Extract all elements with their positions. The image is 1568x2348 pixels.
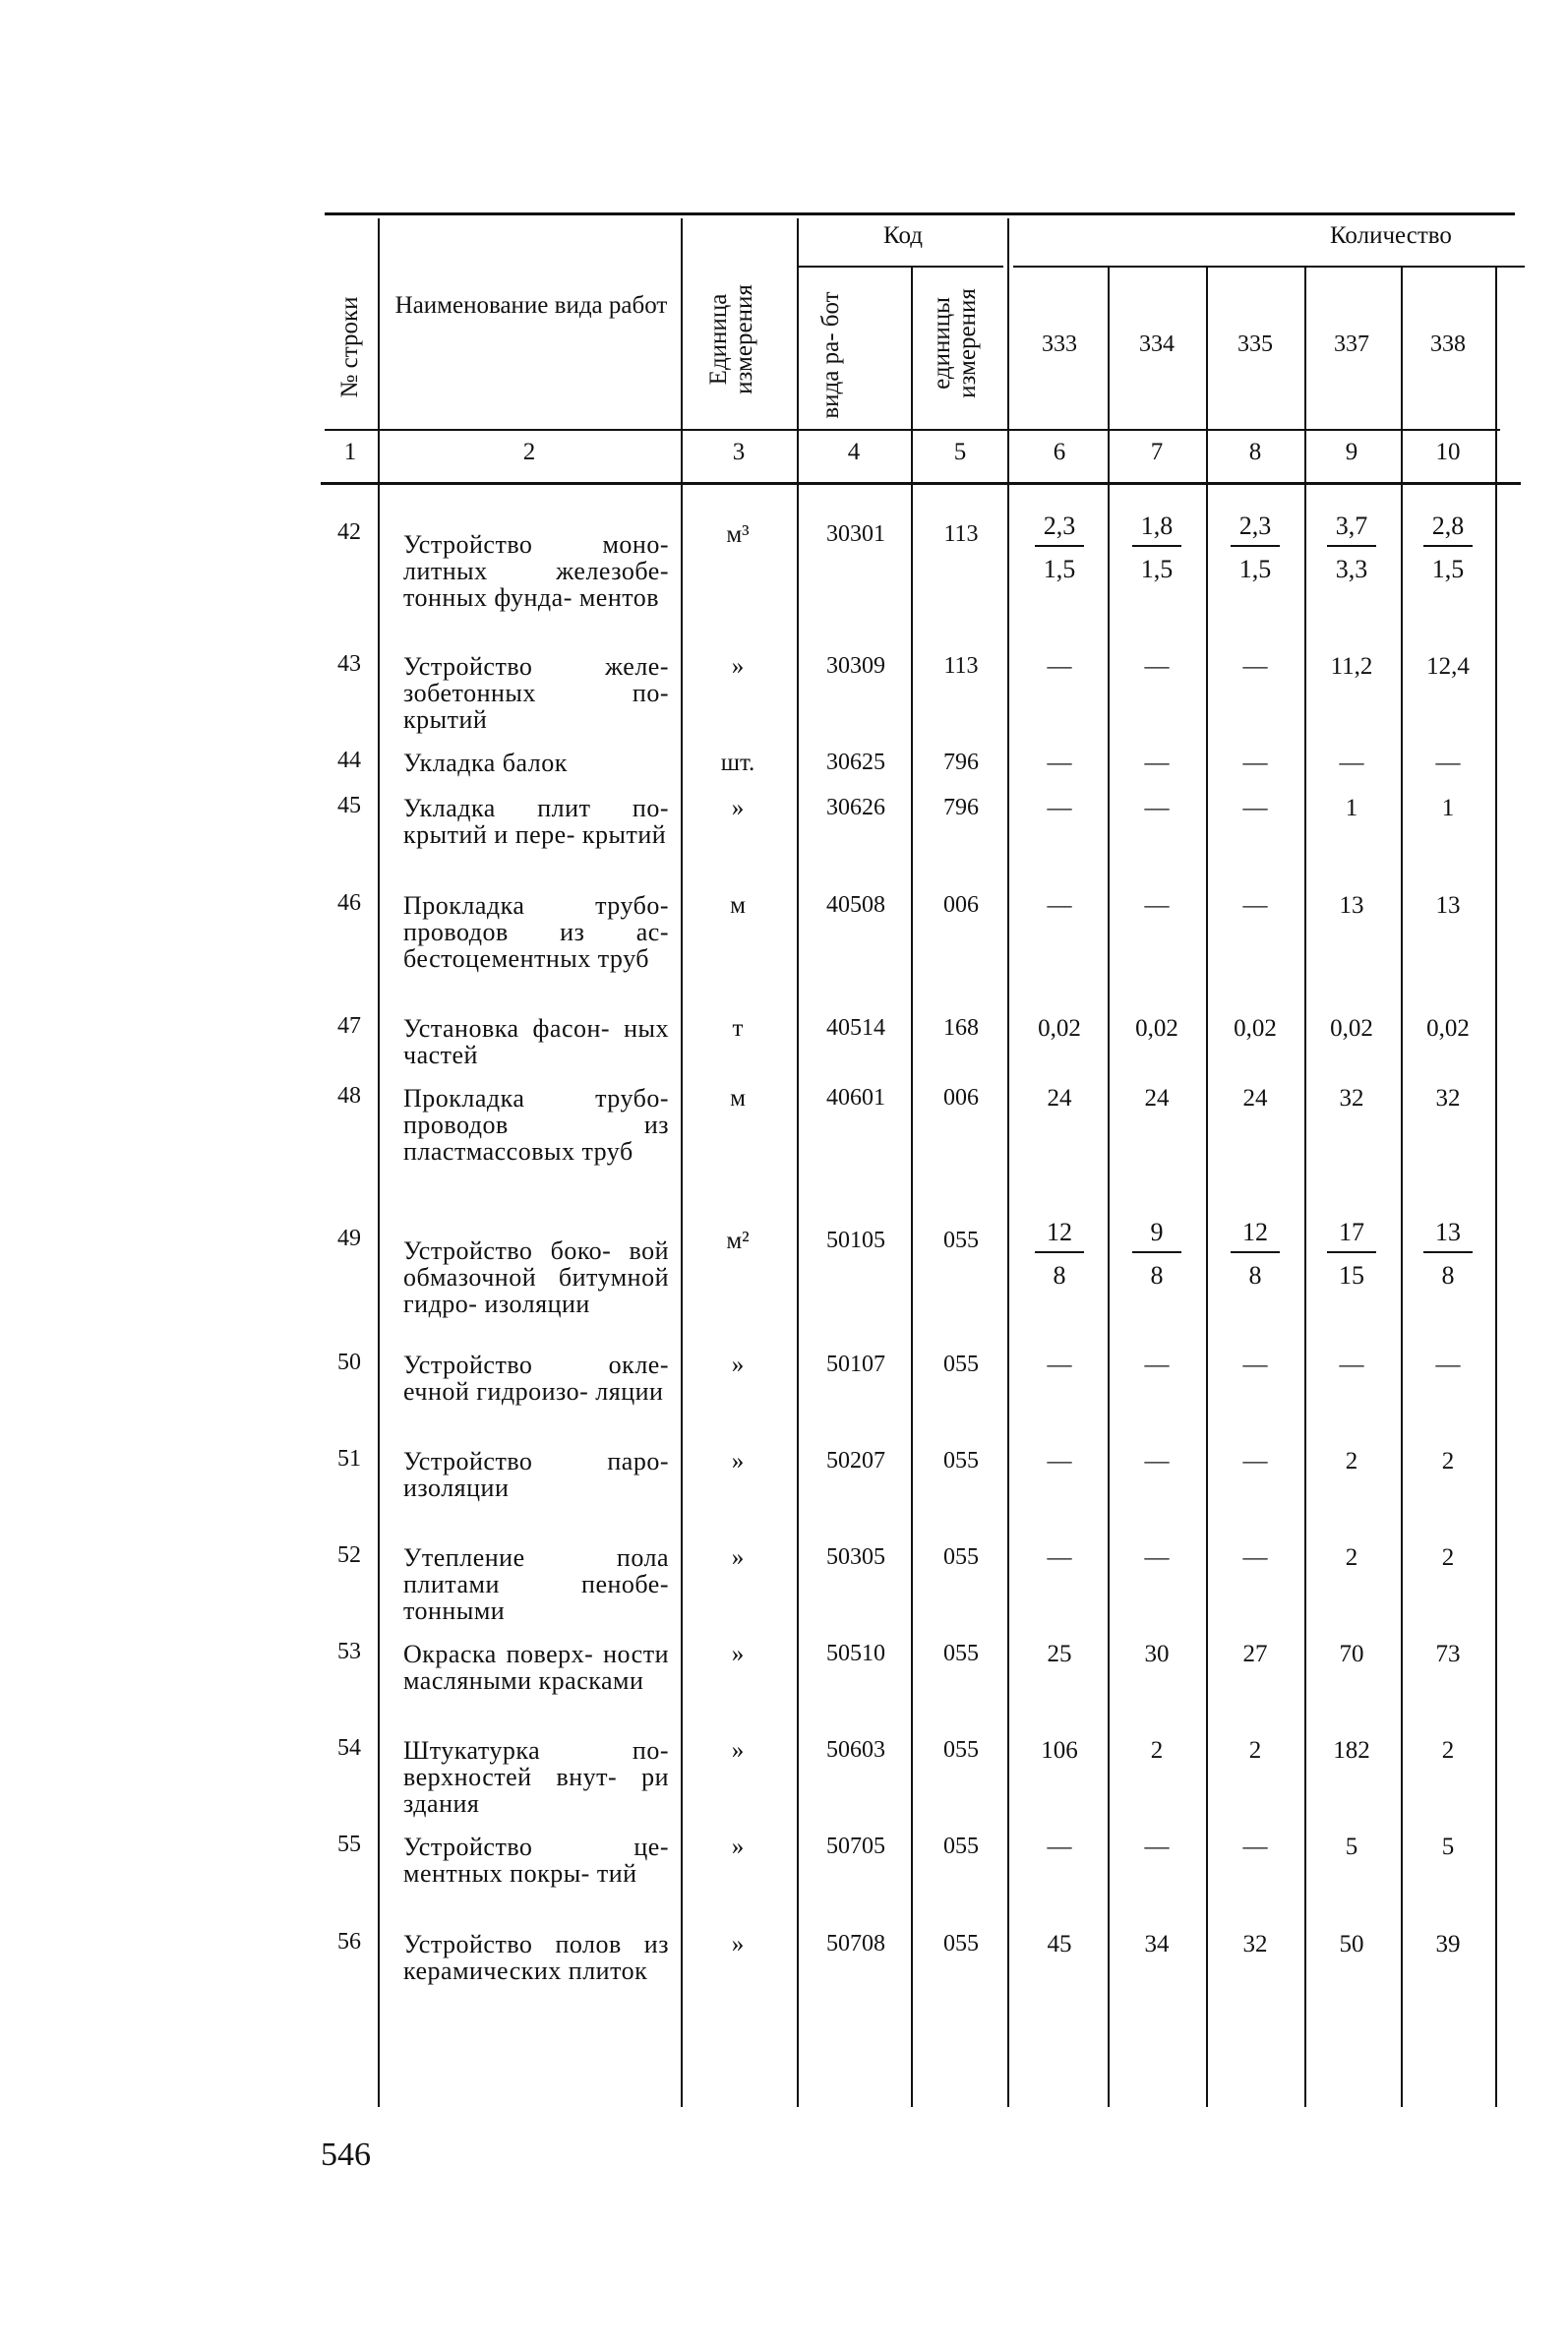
- quantity-value: 5: [1441, 1834, 1455, 1860]
- unit-code: 055: [943, 1834, 979, 1859]
- unit: т: [732, 1015, 744, 1042]
- work-name: Установка фасон- ных частей: [403, 1014, 669, 1069]
- work-name: Устройство окле- ечной гидроизо- ляции: [403, 1351, 669, 1406]
- work-code: 40514: [826, 1015, 885, 1041]
- code-unit-header: [930, 273, 991, 413]
- col-divider: [797, 218, 799, 2107]
- quantity-value: 30: [1144, 1641, 1170, 1667]
- fraction-value: [1317, 513, 1386, 582]
- fraction-numerator: 2,3: [1035, 513, 1084, 547]
- work-code: 40601: [826, 1085, 885, 1111]
- fraction-denominator: 1,5: [1140, 555, 1174, 583]
- quantity-value: 2: [1345, 1544, 1358, 1571]
- quantity-value: 2: [1248, 1737, 1262, 1764]
- column-number: 10: [1435, 439, 1461, 465]
- column-number: 5: [953, 439, 967, 465]
- work-name: Устройство боко- вой обмазочной битумной гидро- изоляции: [403, 1236, 669, 1318]
- row-number: 47: [337, 1013, 361, 1039]
- quantity-value: 2: [1441, 1737, 1455, 1764]
- fraction-value: [1025, 1220, 1094, 1289]
- quantity-value: 182: [1333, 1737, 1370, 1764]
- fraction-value: [1122, 513, 1191, 582]
- row-number: 52: [337, 1542, 361, 1568]
- row-number: 53: [337, 1639, 361, 1664]
- quantity-value: 13: [1435, 892, 1461, 919]
- unit: »: [731, 1931, 745, 1957]
- quantity-value: —: [1242, 892, 1268, 919]
- work-code: 50603: [826, 1737, 885, 1763]
- unit-code: 113: [943, 521, 979, 547]
- row-number: 54: [337, 1735, 361, 1761]
- work-code: 50105: [826, 1228, 885, 1253]
- unit: м³: [726, 521, 750, 548]
- quantity-value: 5: [1345, 1834, 1358, 1860]
- col-divider: [1206, 268, 1208, 2107]
- quantity-value: 2: [1441, 1544, 1455, 1571]
- work-name-header: [393, 291, 669, 321]
- work-name-header-text: Наименование вида работ: [394, 292, 668, 319]
- quantity-value: —: [1047, 1352, 1072, 1378]
- quantity-value: —: [1144, 892, 1170, 919]
- quantity-value: —: [1144, 1352, 1170, 1378]
- work-code: 50510: [826, 1641, 885, 1666]
- fraction-value: [1317, 1220, 1386, 1289]
- quantity-column-id: 334: [1139, 331, 1175, 357]
- code-header-rule: [797, 266, 1003, 268]
- col-divider: [1401, 268, 1403, 2107]
- row-number: 48: [337, 1083, 361, 1109]
- work-code: 30625: [826, 750, 885, 775]
- unit: »: [731, 1737, 745, 1764]
- row-number: 55: [337, 1832, 361, 1857]
- col-divider: [378, 218, 380, 2107]
- work-code: 50207: [826, 1448, 885, 1474]
- column-number: 4: [847, 439, 861, 465]
- fraction-numerator: 13: [1423, 1220, 1473, 1253]
- quantity-value: 0,02: [1426, 1015, 1470, 1042]
- quantity-value: 0,02: [1330, 1015, 1373, 1042]
- column-number: 2: [522, 439, 536, 465]
- quantity-value: —: [1339, 1352, 1364, 1378]
- column-number: 8: [1248, 439, 1262, 465]
- fraction-numerator: 12: [1231, 1220, 1280, 1253]
- fraction-denominator: 1,5: [1043, 555, 1076, 583]
- fraction-numerator: 1,8: [1132, 513, 1181, 547]
- work-name: Укладка балок: [403, 749, 568, 777]
- row-number: 50: [337, 1350, 361, 1375]
- fraction-denominator: 3,3: [1335, 555, 1368, 583]
- work-name: Устройство полов из керамических плиток: [403, 1930, 669, 1985]
- quantity-value: 24: [1242, 1085, 1268, 1112]
- unit-code: 006: [943, 1085, 979, 1111]
- unit-code: 055: [943, 1737, 979, 1763]
- quantity-value: —: [1242, 1352, 1268, 1378]
- quantity-value: —: [1047, 1544, 1072, 1571]
- row-number: 51: [337, 1446, 361, 1472]
- quantity-value: 39: [1435, 1931, 1461, 1957]
- quantity-value: —: [1435, 750, 1461, 776]
- quantity-value: —: [1047, 750, 1072, 776]
- fraction-denominator: 1,5: [1431, 555, 1465, 583]
- fraction-value: [1414, 1220, 1482, 1289]
- fraction-value: [1221, 513, 1290, 582]
- unit-code: 055: [943, 1228, 979, 1253]
- fraction-value: [1221, 1220, 1290, 1289]
- work-code: 40508: [826, 892, 885, 918]
- quantity-value: 12,4: [1426, 653, 1470, 680]
- work-name: Утепление пола плитами пенобе- тонными: [403, 1543, 669, 1625]
- quantity-value: 0,02: [1038, 1015, 1081, 1042]
- quantity-value: 2: [1150, 1737, 1164, 1764]
- quantity-value: —: [1242, 1448, 1268, 1475]
- column-number: 7: [1150, 439, 1164, 465]
- fraction-value: [1122, 1220, 1191, 1289]
- quantity-value: 24: [1144, 1085, 1170, 1112]
- fraction-denominator: 1,5: [1238, 555, 1272, 583]
- unit-code: 055: [943, 1641, 979, 1666]
- quantity-value: 32: [1242, 1931, 1268, 1957]
- quantity-value: 2: [1345, 1448, 1358, 1475]
- col-divider: [1495, 268, 1497, 2107]
- work-name: Укладка плит по- крытий и пере- крытий: [403, 794, 669, 849]
- work-name: Окраска поверх- ности масляными красками: [403, 1640, 669, 1695]
- row-number: 42: [337, 519, 361, 545]
- unit: »: [731, 1352, 745, 1378]
- quantity-value: 2: [1441, 1448, 1455, 1475]
- row-number: 45: [337, 793, 361, 818]
- quantity-value: —: [1047, 1448, 1072, 1475]
- fraction-numerator: 2,8: [1423, 513, 1473, 547]
- quantity-value: —: [1242, 1834, 1268, 1860]
- unit: м: [730, 1085, 746, 1112]
- unit: »: [731, 1448, 745, 1475]
- quantity-value: —: [1144, 653, 1170, 680]
- work-code: 50708: [826, 1931, 885, 1957]
- unit-code: 113: [943, 653, 979, 679]
- row-number: 46: [337, 890, 361, 916]
- work-code: 50107: [826, 1352, 885, 1377]
- work-code: 30626: [826, 795, 885, 820]
- code-unit-header-text: единицы измерения: [929, 288, 982, 398]
- quantity-value: —: [1047, 653, 1072, 680]
- column-number: 1: [343, 439, 357, 465]
- unit: »: [731, 795, 745, 821]
- work-code: 50305: [826, 1544, 885, 1570]
- unit-code: 006: [943, 892, 979, 918]
- quantity-value: 0,02: [1135, 1015, 1178, 1042]
- unit: м²: [726, 1228, 750, 1254]
- quantity-value: —: [1144, 750, 1170, 776]
- row-number-header: № строки: [336, 296, 363, 398]
- quantity-value: 73: [1435, 1641, 1461, 1667]
- quantity-value: —: [1144, 1544, 1170, 1571]
- unit: »: [731, 1641, 745, 1667]
- unit: шт.: [720, 750, 755, 776]
- quantity-value: —: [1047, 1834, 1072, 1860]
- quantity-value: 1: [1345, 795, 1358, 821]
- unit-code: 796: [943, 750, 979, 775]
- column-numbers-rule: [321, 482, 1521, 485]
- quantity-value: —: [1144, 1448, 1170, 1475]
- col-divider: [1007, 218, 1009, 2107]
- quantity-value: 106: [1041, 1737, 1078, 1764]
- work-name: Устройство паро- изоляции: [403, 1447, 669, 1502]
- quantity-header-rule: [1013, 266, 1525, 268]
- quantity-value: —: [1047, 795, 1072, 821]
- quantity-value: —: [1435, 1352, 1461, 1378]
- table-top-rule: [325, 212, 1515, 215]
- unit-code: 796: [943, 795, 979, 820]
- quantity-value: —: [1144, 795, 1170, 821]
- fraction-numerator: 2,3: [1231, 513, 1280, 547]
- unit-code: 055: [943, 1544, 979, 1570]
- page-number: 546: [321, 2137, 371, 2173]
- code-work-header-text: вида ра- бот: [817, 291, 844, 419]
- column-number: 9: [1345, 439, 1358, 465]
- quantity-column-id: 337: [1334, 331, 1369, 357]
- quantity-value: —: [1242, 1544, 1268, 1571]
- code-header: Код: [883, 222, 923, 249]
- quantity-value: 34: [1144, 1931, 1170, 1957]
- work-code: 30301: [826, 521, 885, 547]
- quantity-value: 11,2: [1330, 653, 1373, 680]
- fraction-numerator: 17: [1327, 1220, 1376, 1253]
- quantity-value: 13: [1339, 892, 1364, 919]
- fraction-numerator: 9: [1132, 1220, 1181, 1253]
- quantity-value: —: [1242, 750, 1268, 776]
- fraction-denominator: 8: [1053, 1261, 1066, 1290]
- quantity-value: —: [1047, 892, 1072, 919]
- unit-code: 055: [943, 1352, 979, 1377]
- row-number: 43: [337, 651, 361, 677]
- unit-code: 055: [943, 1448, 979, 1474]
- unit-header-text: Единица измерения: [705, 284, 758, 394]
- fraction-value: [1414, 513, 1482, 582]
- quantity-value: 50: [1339, 1931, 1364, 1957]
- code-work-header: [818, 291, 879, 419]
- fraction-denominator: 8: [1150, 1261, 1164, 1290]
- quantity-column-id: 338: [1430, 331, 1466, 357]
- quantity-column-id: 335: [1237, 331, 1273, 357]
- work-name: Штукатурка по- верхностей внут- ри здания: [403, 1736, 669, 1818]
- quantity-value: 27: [1242, 1641, 1268, 1667]
- quantity-value: 32: [1339, 1085, 1364, 1112]
- col-divider: [1108, 268, 1110, 2107]
- unit: »: [731, 1544, 745, 1571]
- work-name: Устройство желе- зобетонных по- крытий: [403, 652, 669, 734]
- unit: »: [731, 653, 745, 680]
- unit-code: 055: [943, 1931, 979, 1957]
- fraction-numerator: 12: [1035, 1220, 1084, 1253]
- work-name: Устройство моно- литных железобе- тонных фунда- ментов: [403, 530, 669, 612]
- work-name: Прокладка трубо- проводов из ас- бестоцементных труб: [403, 891, 669, 973]
- work-code: 50705: [826, 1834, 885, 1859]
- unit: »: [731, 1834, 745, 1860]
- quantity-value: 25: [1047, 1641, 1072, 1667]
- unit-header: [706, 266, 769, 413]
- col-divider: [681, 218, 683, 2107]
- row-number: 44: [337, 748, 361, 773]
- col-divider: [911, 268, 913, 2107]
- quantity-value: 1: [1441, 795, 1455, 821]
- fraction-denominator: 15: [1339, 1261, 1364, 1290]
- unit-code: 168: [943, 1015, 979, 1041]
- column-number: 6: [1053, 439, 1066, 465]
- fraction-numerator: 3,7: [1327, 513, 1376, 547]
- col-divider: [1304, 268, 1306, 2107]
- quantity-value: —: [1144, 1834, 1170, 1860]
- work-name: Прокладка трубо- проводов из пластмассовых труб: [403, 1084, 669, 1166]
- unit: м: [730, 892, 746, 919]
- quantity-column-id: 333: [1042, 331, 1077, 357]
- row-number: 56: [337, 1929, 361, 1955]
- quantity-value: —: [1242, 795, 1268, 821]
- quantity-value: —: [1339, 750, 1364, 776]
- row-number: 49: [337, 1226, 361, 1251]
- quantity-value: 70: [1339, 1641, 1364, 1667]
- work-code: 30309: [826, 653, 885, 679]
- quantity-header: Количество: [1330, 222, 1452, 249]
- quantity-value: —: [1242, 653, 1268, 680]
- fraction-denominator: 8: [1441, 1261, 1455, 1290]
- column-number: 3: [732, 439, 746, 465]
- quantity-value: 45: [1047, 1931, 1072, 1957]
- quantity-value: 32: [1435, 1085, 1461, 1112]
- work-name: Устройство це- ментных покры- тий: [403, 1833, 669, 1888]
- fraction-denominator: 8: [1248, 1261, 1262, 1290]
- quantity-value: 24: [1047, 1085, 1072, 1112]
- quantity-value: 0,02: [1234, 1015, 1277, 1042]
- fraction-value: [1025, 513, 1094, 582]
